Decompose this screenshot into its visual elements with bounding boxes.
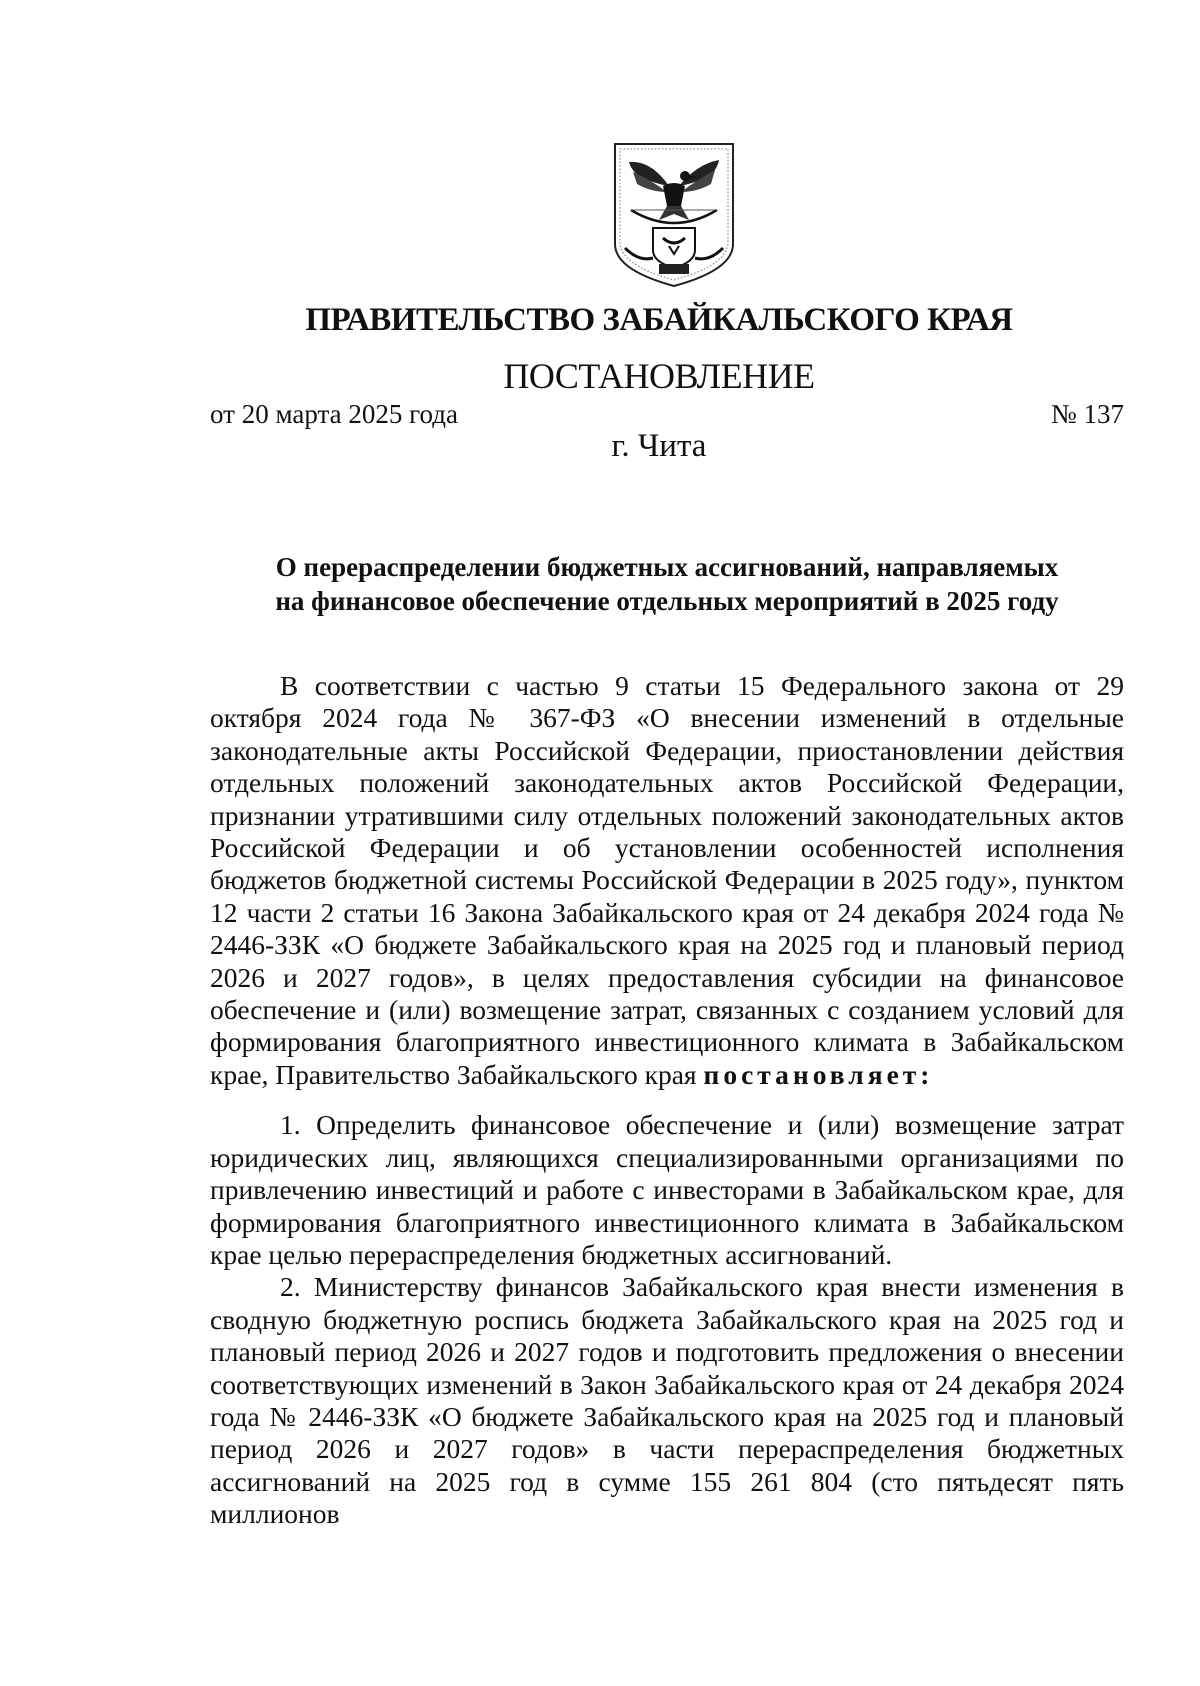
subject-line-2: на финансовое обеспечение отдельных мероприятий в 2025 году — [275, 586, 1059, 616]
government-title: ПРАВИТЕЛЬСТВО ЗАБАЙКАЛЬСКОГО КРАЯ — [305, 302, 1013, 338]
document-body — [210, 670, 1124, 1531]
preamble-text: В соответствии с частью 9 статьи 15 Федерального закона от 29 октября 2024 года № 367-ФЗ «О внесении изменений в отдельные законодательные акты Российской Федерации, приостановлении действия отдельных положений законодательных актов Российской Федерации, признании утратившими силу отдельных положений законодательных актов Российской Федерации и об установлении особенностей исполнения бюджетов бюджетной системы Российской Федерации в 2025 году», пунктом 12 части 2 статьи 16 Закона Забайкальского края от 24 декабря 2024 года № 2446-ЗЗК «О бюджете Забайкальского края на 2025 год и плановый период 2026 и 2027 годов», в целях предоставления субсидии на финансовое обеспечение и (или) возмещение затрат, связанных с созданием условий для формирования благоприятного инвестиционного климата в Забайкальском крае, Правительство Забайкальского края — [210, 670, 1124, 1090]
coat-of-arms-icon — [611, 140, 737, 288]
document-number: № 137 — [1050, 399, 1124, 429]
item-2-paragraph: 2. Министерству финансов Забайкальского края внести изменения в сводную бюджетную роспись бюджета Забайкальского края на 2025 год и плановый период 2026 и 2027 годов и подготовить предложения о внесении соответствующих изменений в Закон Забайкальского края от 24 декабря 2024 года № 2446-ЗЗК «О бюджете Забайкальского края на 2025 год и плановый период 2026 и 2027 годов» в части перераспределения бюджетных ассигнований на 2025 год в сумме 155 261 804 (сто пятьдесят пять миллионов — [210, 1271, 1124, 1530]
item-1-paragraph: 1. Определить финансовое обеспечение и (или) возмещение затрат юридических лиц, являющихся специализированными организациями по привлечению инвестиций и работе с инвесторами в Забайкальском крае, для формирования благоприятного инвестиционного климата в Забайкальском крае целью перераспределения бюджетных ассигнований. — [210, 1109, 1124, 1270]
document-date: от 20 марта 2025 года — [210, 399, 458, 429]
document-subject — [210, 550, 1124, 618]
preamble-paragraph — [210, 670, 1124, 1091]
document-type-heading: ПОСТАНОВЛЕНИЕ — [503, 356, 815, 396]
document-city: г. Чита — [611, 428, 707, 464]
subject-line-1: О перераспределении бюджетных ассигнований, направляемых — [275, 552, 1059, 582]
resolves-keyword: постановляет: — [703, 1058, 934, 1090]
